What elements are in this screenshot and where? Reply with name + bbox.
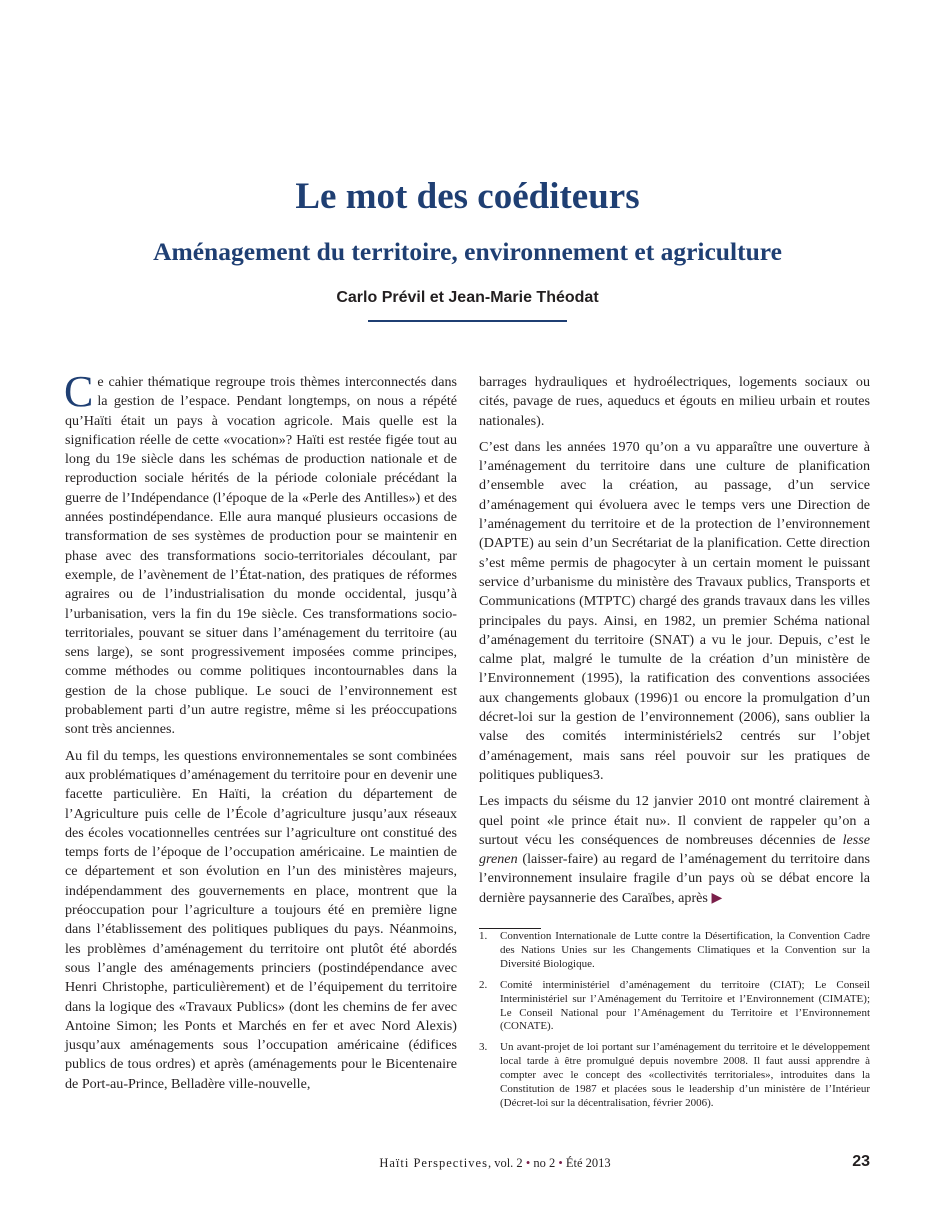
page-footer bbox=[300, 1154, 690, 1172]
authors-line: Carlo Prévil et Jean-Marie Théodat bbox=[336, 289, 599, 306]
journal-number: no 2 bbox=[530, 1156, 559, 1170]
paragraph-4: C’est dans les années 1970 qu’on a vu apparaître une ouverture à l’aménagement du territoire dans une culture de planification d’ensemble avec la création, au passage, d’un service d’aménagement qui évoluera avec le temps vers une Direction de l’aménagement du territoire et de la protection de l’environnement (DAPTE) au sein d’un Secrétariat de la planification. Cette direction s’est même permis de phagocyter à un certain moment le puissant service d’urbanisme du ministère des Travaux publics, Transports et Communications (MTPTC) chargé des grands travaux dans les villes principales du pays. Ainsi, en 1982, un premier Schéma national d’aménagement du territoire (SNAT) a vu le jour. Depuis, c’est le calme plat, malgré le tumulte de la création d’un ministère de l’Environnement (1995), la ratification des conventions associées aux changements globaux (1996)1 ou encore la promulgation d’un décret-loi sur la gestion de l’environnement (2006), sans oublier la valse des comités interministériels2 centrés sur l’objet d’aménagement, mais sans réel pouvoir sur les pratiques de politiques publiques3. bbox=[479, 438, 870, 783]
paragraph-3: barrages hydrauliques et hydroélectriques, logements sociaux ou cités, pavage de rues, aqueducs et égouts en milieu urbain et routes nationales). bbox=[479, 374, 870, 429]
footnote-1 bbox=[479, 930, 870, 972]
page-title: Le mot des coéditeurs bbox=[295, 176, 640, 217]
page-subtitle: Aménagement du territoire, environnement et agriculture bbox=[153, 237, 782, 266]
footnote-3 bbox=[479, 1041, 870, 1111]
bullet-separator: • bbox=[558, 1156, 563, 1170]
journal-name: Haïti Perspectives bbox=[379, 1156, 488, 1170]
page-number: 23 bbox=[852, 1153, 870, 1170]
paragraph-5-italic: lesse grenen bbox=[479, 831, 870, 868]
journal-volume: , vol. 2 bbox=[487, 1156, 526, 1170]
footnote-number: 2. bbox=[479, 978, 488, 991]
bullet-separator: • bbox=[525, 1156, 531, 1170]
footnote-text: Comité interministériel d’aménagement du territoire (CIAT); Le Conseil Interministériel sur l’Aménagement du Territoire et l’Environnement (CIMATE); Le Conseil National pour l’Aménagement du Territoire et l’Environnement (CONATE). bbox=[500, 978, 870, 1033]
footnote-2 bbox=[479, 979, 870, 1035]
footnotes bbox=[479, 930, 870, 1118]
footnote-text: Un avant-projet de loi portant sur l’aménagement du territoire et le développement local tarde à être promulgué depuis novembre 2008. Il faut aussi apprendre à compter avec le concept des «collectivités territoriales», introduites dans la Constitution de 1987 et placées sous le leadership d’un ministère de l’Intérieur (Décret-loi sur la décentralisation, février 2006). bbox=[500, 1041, 870, 1109]
paragraph-1-text: e cahier thématique regroupe trois thèmes interconnectés dans la gestion de l’espace. Pendant longtemps, on nous a répété qu’Haïti était un pays à vocation agricole. Mais quelle est la signification réelle de cette «vocation»? Haïti est restée figée tout au long du 19e siècle dans les schémas de production nationale et de reproduction sociale hérités de la période coloniale précédant la guerre de l’Indépendance (l’époque de la «Perle des Antilles») et des années postindépendance. Elle aura manqué plusieurs occasions de transformation de ses systèmes de production pour se maintenir en phase avec des transformations socio-territoriales découlant, par exemple, de l’avènement de l’État-nation, des pratiques de réformes agraires ou de l’industrialisation du monde occidental, jusqu’à l’urbanisation, vers la fin du 19e siècle. Ces transformations socio-territoriales, pouvant se situer dans l’aménagement du territoire (au sens large), se sont progressivement imposées comme principes, comme méthodes ou comme politiques incontournables dans la gestion de la chose publique. Le souci de l’environnement est probablement parti d’un autre registre, même si les préoccupations sont très anciennes. bbox=[65, 374, 457, 738]
footnote-number: 3. bbox=[479, 1041, 488, 1054]
paragraph-1 bbox=[64, 367, 457, 740]
paragraph-5-text-a: Les impacts du séisme du 12 janvier 2010 ont montré clairement à quel point «le prince était nu». Il convient de rappeler qu’on a surtout vécu les conséquences de nombreuses décennies de bbox=[479, 793, 870, 848]
right-column bbox=[479, 373, 870, 915]
continue-arrow-icon: ▶ bbox=[711, 890, 723, 906]
title-divider bbox=[368, 320, 567, 322]
journal-season: Été 2013 bbox=[562, 1156, 611, 1170]
footnote-divider bbox=[479, 928, 541, 929]
paragraph-5-text-b: (laisser-faire) au regard de l’aménagement du territoire dans l’environnement insulaire fragile d’un pays où se débat encore la dernière paysannerie des Caraïbes, après bbox=[479, 851, 870, 906]
footnote-number: 1. bbox=[479, 930, 488, 942]
paragraph-5 bbox=[479, 792, 870, 908]
left-column bbox=[64, 367, 457, 1101]
footnote-text: Convention Internationale de Lutte contre la Désertification, la Convention Cadre des Nations Unies sur les Changements Climatiques et la Convention sur la Diversité Biologique. bbox=[500, 930, 870, 970]
drop-cap: C bbox=[64, 367, 94, 416]
paragraph-2: Au fil du temps, les questions environnementales se sont combinées aux problématiques d’aménagement du territoire pour en devenir une facette particulière. En Haïti, la création du département de l’Agriculture puis celle de l’École d’agriculture jusqu’aux réseaux des écoles vocationnelles centrées sur l’agriculture ont constitué des temps forts de l’époque de l’occupation américaine. Le maintien de ce département et son évolution en l’un des ministères majeurs, indépendamment des gouvernements en place, montrent que la préoccupation pour l’agriculture a toujours été en première ligne dans l’établissement des politiques publiques du pays. Néanmoins, les problèmes d’aménagement du territoire ont plutôt été abordés sous l’angle des aménagements princiers (postindépendance avec Henri Christophe, particulièrement) et de l’équipement du territoire dans la logique des «Travaux Publics» (dont les chemins de fer avec Antoine Simon; les Ponts et Marchés en fer et avec Nord Alexis) jusqu’aux aménagements sous l’occupation américaine (édifices publics de tous ordres) et après (aménagements pour le Bicentenaire de Port-au-Prince, Belladère ville-nouvelle, bbox=[65, 747, 457, 1092]
